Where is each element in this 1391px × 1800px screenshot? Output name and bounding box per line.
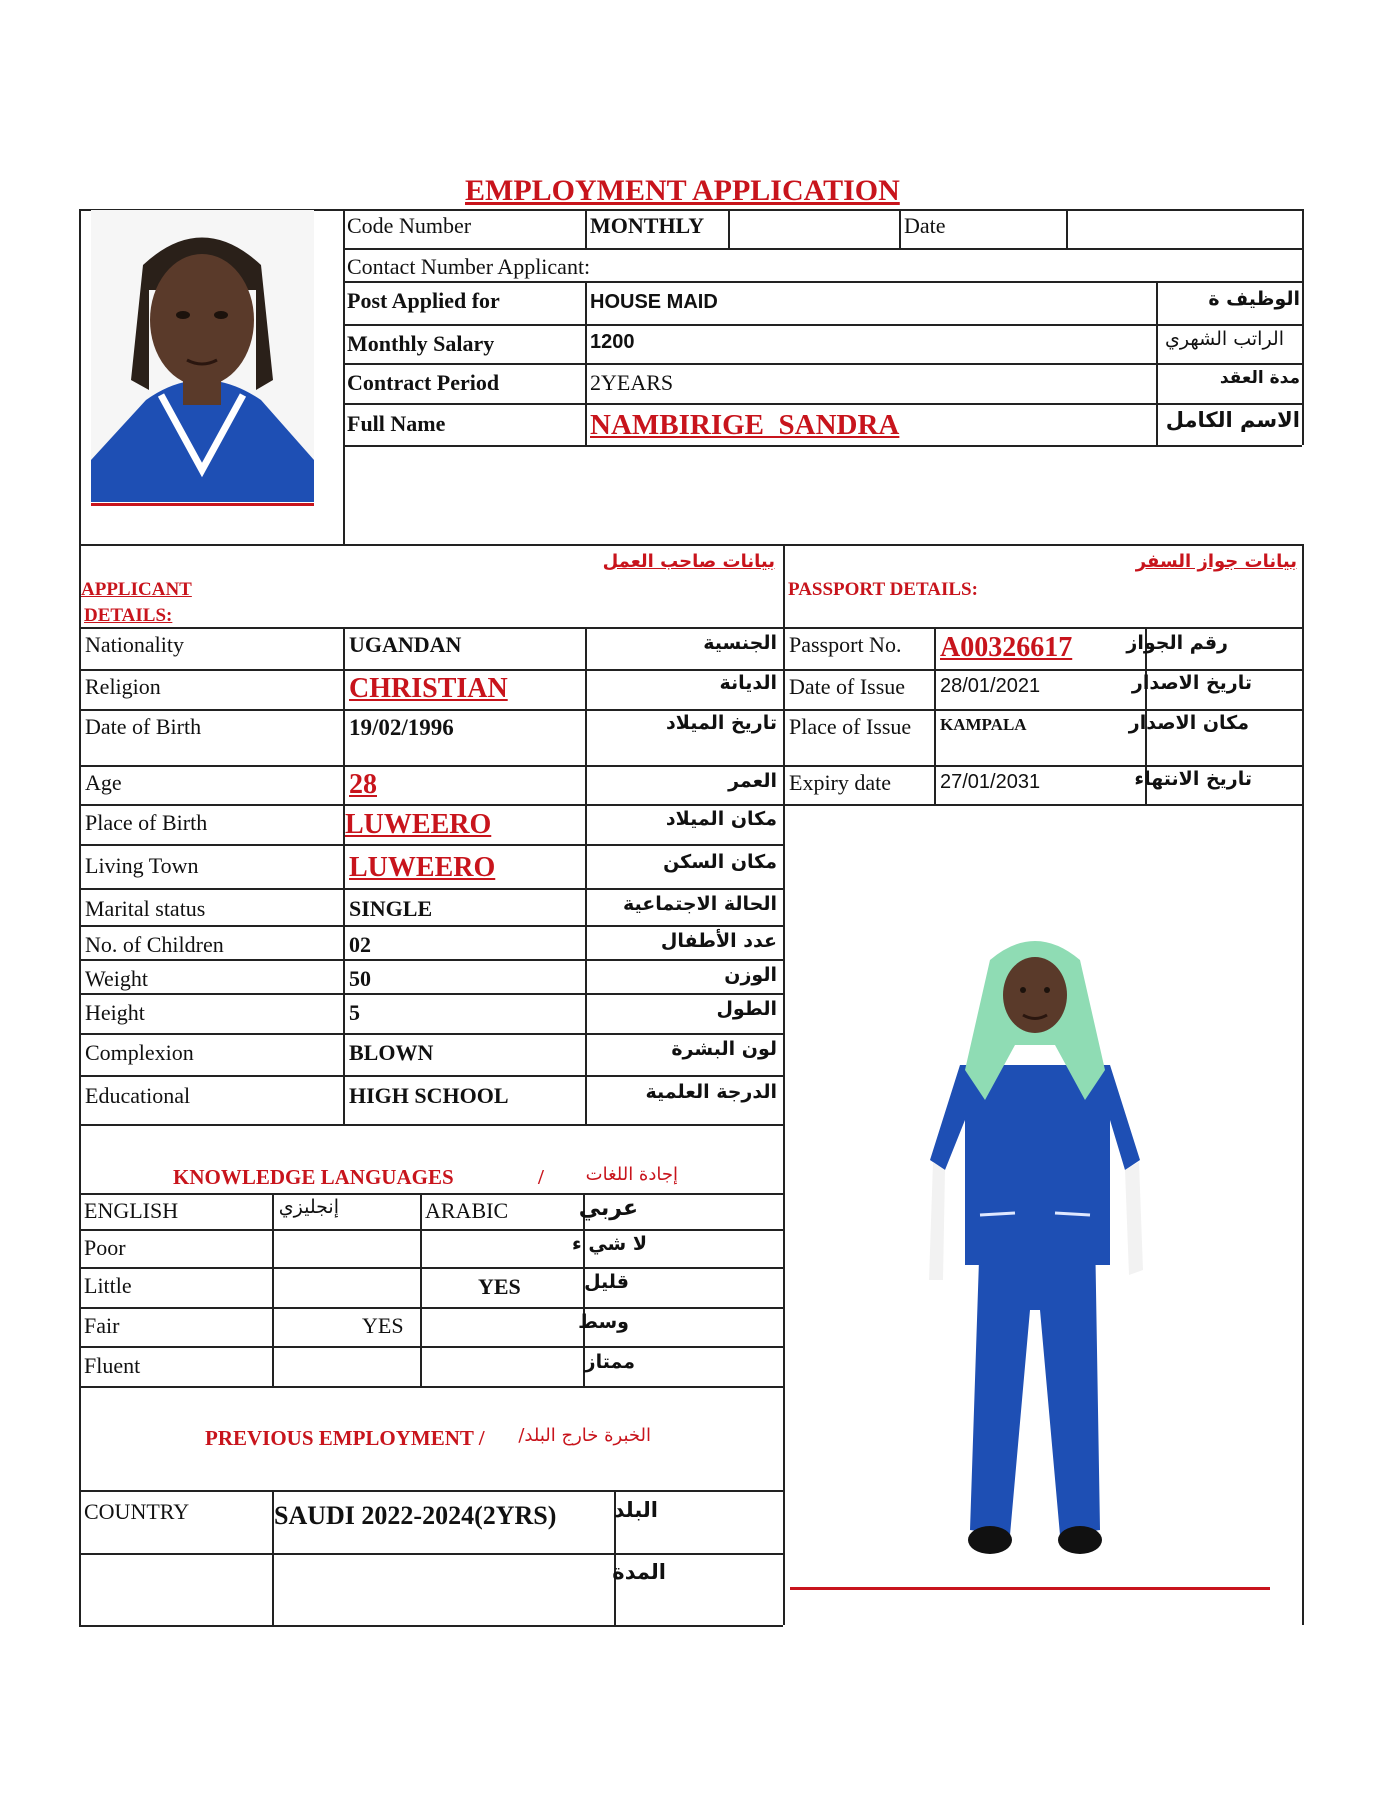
passport-ar-issue-date: تاريخ الاصدار (1131, 672, 1252, 694)
lang-english-label: ENGLISH (84, 1198, 179, 1223)
lang-level-poor-ar: لا شي ء (572, 1233, 647, 1255)
row-label-height: Height (85, 1000, 145, 1025)
lang-level-fair-ar: وسط (578, 1311, 629, 1333)
passport-label-expiry: Expiry date (789, 770, 892, 795)
lang-level-little: Little (84, 1273, 132, 1298)
applicant-portrait-photo (91, 210, 314, 502)
lang-level-fair: Fair (84, 1313, 120, 1338)
contract-label-ar: مدة العقد (1219, 368, 1300, 388)
row-ar-complexion: لون البشرة (671, 1038, 777, 1060)
applicant-full-body-photo (905, 930, 1165, 1580)
page-title: EMPLOYMENT APPLICATION (465, 174, 900, 207)
fullname-value: NAMBIRIGE SANDRA (590, 409, 900, 441)
row-label-children: No. of Children (85, 932, 224, 957)
country-value: SAUDI 2022-2024(2YRS) (274, 1501, 557, 1530)
row-value-age: 28 (349, 769, 377, 800)
row-value-height: 5 (349, 1000, 360, 1025)
code-number-value: MONTHLY (590, 213, 705, 238)
previous-employment-heading: PREVIOUS EMPLOYMENT / (205, 1426, 485, 1450)
code-number-label: Code Number (347, 213, 472, 238)
row-label-living-town: Living Town (85, 853, 199, 878)
salary-value: 1200 (590, 331, 635, 353)
row-ar-age: العمر (728, 770, 777, 792)
date-label: Date (904, 213, 946, 238)
passport-value-issue-date: 28/01/2021 (940, 675, 1041, 697)
row-label-religion: Religion (85, 674, 161, 699)
passport-ar-expiry: تاريخ الانتهاء (1134, 768, 1252, 790)
lang-arabic-ar: عربي (578, 1196, 638, 1221)
lang-arabic-label: ARABIC (425, 1198, 509, 1223)
applicant-heading-1: APPLICANT (81, 579, 192, 600)
lang-level-poor: Poor (84, 1235, 126, 1260)
row-label-dob: Date of Birth (85, 714, 202, 739)
country-label: COUNTRY (84, 1499, 190, 1524)
lang-little-arabic-value: YES (478, 1274, 521, 1299)
previous-employment-heading-ar: الخبرة خارج البلد/ (518, 1425, 651, 1446)
row-label-age: Age (85, 770, 122, 795)
passport-value-issue-place: KAMPALA (940, 715, 1027, 734)
row-ar-dob: تاريخ الميلاد (666, 712, 777, 734)
row-value-educational: HIGH SCHOOL (349, 1083, 509, 1108)
contract-value: 2YEARS (590, 370, 674, 395)
passport-heading-ar: بيانات جواز السفر (1135, 551, 1297, 572)
lang-level-fluent-ar: ممتاز (584, 1351, 635, 1373)
row-value-dob: 19/02/1996 (349, 715, 454, 740)
row-ar-place-of-birth: مكان الميلاد (665, 808, 777, 830)
row-ar-marital-status: الحالة الاجتماعية (623, 893, 777, 915)
salary-label-ar: الراتب الشهري (1165, 328, 1284, 350)
lang-level-fluent: Fluent (84, 1353, 141, 1378)
contact-number-label: Contact Number Applicant: (347, 254, 591, 279)
post-label-ar: الوظيف ة (1208, 288, 1300, 310)
passport-value-number: A00326617 (940, 632, 1073, 663)
passport-label-issue-place: Place of Issue (789, 714, 912, 739)
lang-english-ar: إنجليزي (278, 1196, 339, 1218)
row-value-nationality: UGANDAN (349, 632, 462, 657)
row-label-marital-status: Marital status (85, 896, 206, 921)
languages-heading-slash: / (538, 1165, 544, 1189)
salary-label: Monthly Salary (347, 331, 495, 356)
row-label-weight: Weight (85, 966, 148, 991)
applicant-heading-2: DETAILS: (84, 605, 173, 626)
post-label: Post Applied for (347, 288, 500, 313)
period-label-ar: المدة (612, 1560, 666, 1584)
contract-label: Contract Period (347, 370, 500, 395)
row-label-educational: Educational (85, 1083, 191, 1108)
fullname-label-ar: الاسم الكامل (1165, 408, 1300, 432)
row-label-place-of-birth: Place of Birth (85, 810, 208, 835)
row-ar-living-town: مكان السكن (663, 851, 777, 873)
passport-label-number: Passport No. (789, 632, 902, 657)
row-value-children: 02 (349, 932, 371, 957)
fullname-label: Full Name (347, 411, 446, 436)
languages-heading: KNOWLEDGE LANGUAGES (173, 1165, 454, 1189)
row-value-marital-status: SINGLE (349, 896, 433, 921)
row-value-weight: 50 (349, 966, 371, 991)
row-ar-educational: الدرجة العلمية (645, 1081, 777, 1103)
portrait-underline (91, 503, 314, 506)
applicant-heading-ar: بيانات صاحب العمل (602, 551, 775, 572)
passport-ar-number: رقم الجواز (1126, 632, 1228, 654)
post-value: HOUSE MAID (590, 291, 718, 313)
full-body-underline (790, 1587, 1270, 1590)
row-ar-height: الطول (716, 998, 777, 1020)
row-label-nationality: Nationality (85, 632, 184, 657)
row-value-place-of-birth: LUWEERO (345, 809, 492, 840)
row-value-living-town: LUWEERO (349, 852, 496, 883)
passport-label-issue-date: Date of Issue (789, 674, 906, 699)
lang-fair-english-value: YES (362, 1313, 404, 1338)
lang-level-little-ar: قليل (584, 1271, 629, 1293)
row-ar-nationality: الجنسية (703, 632, 777, 654)
row-value-complexion: BLOWN (349, 1040, 434, 1065)
row-label-complexion: Complexion (85, 1040, 194, 1065)
row-ar-weight: الوزن (724, 964, 777, 986)
row-value-religion: CHRISTIAN (349, 673, 508, 704)
passport-heading: PASSPORT DETAILS: (788, 579, 978, 600)
passport-value-expiry: 27/01/2031 (940, 771, 1041, 793)
row-ar-children: عدد الأطفال (660, 930, 777, 952)
passport-ar-issue-place: مكان الاصدار (1128, 712, 1249, 734)
row-ar-religion: الديانة (719, 672, 777, 694)
country-label-ar: البلد (613, 1498, 658, 1522)
languages-heading-ar: إجادة اللغات (585, 1164, 678, 1185)
